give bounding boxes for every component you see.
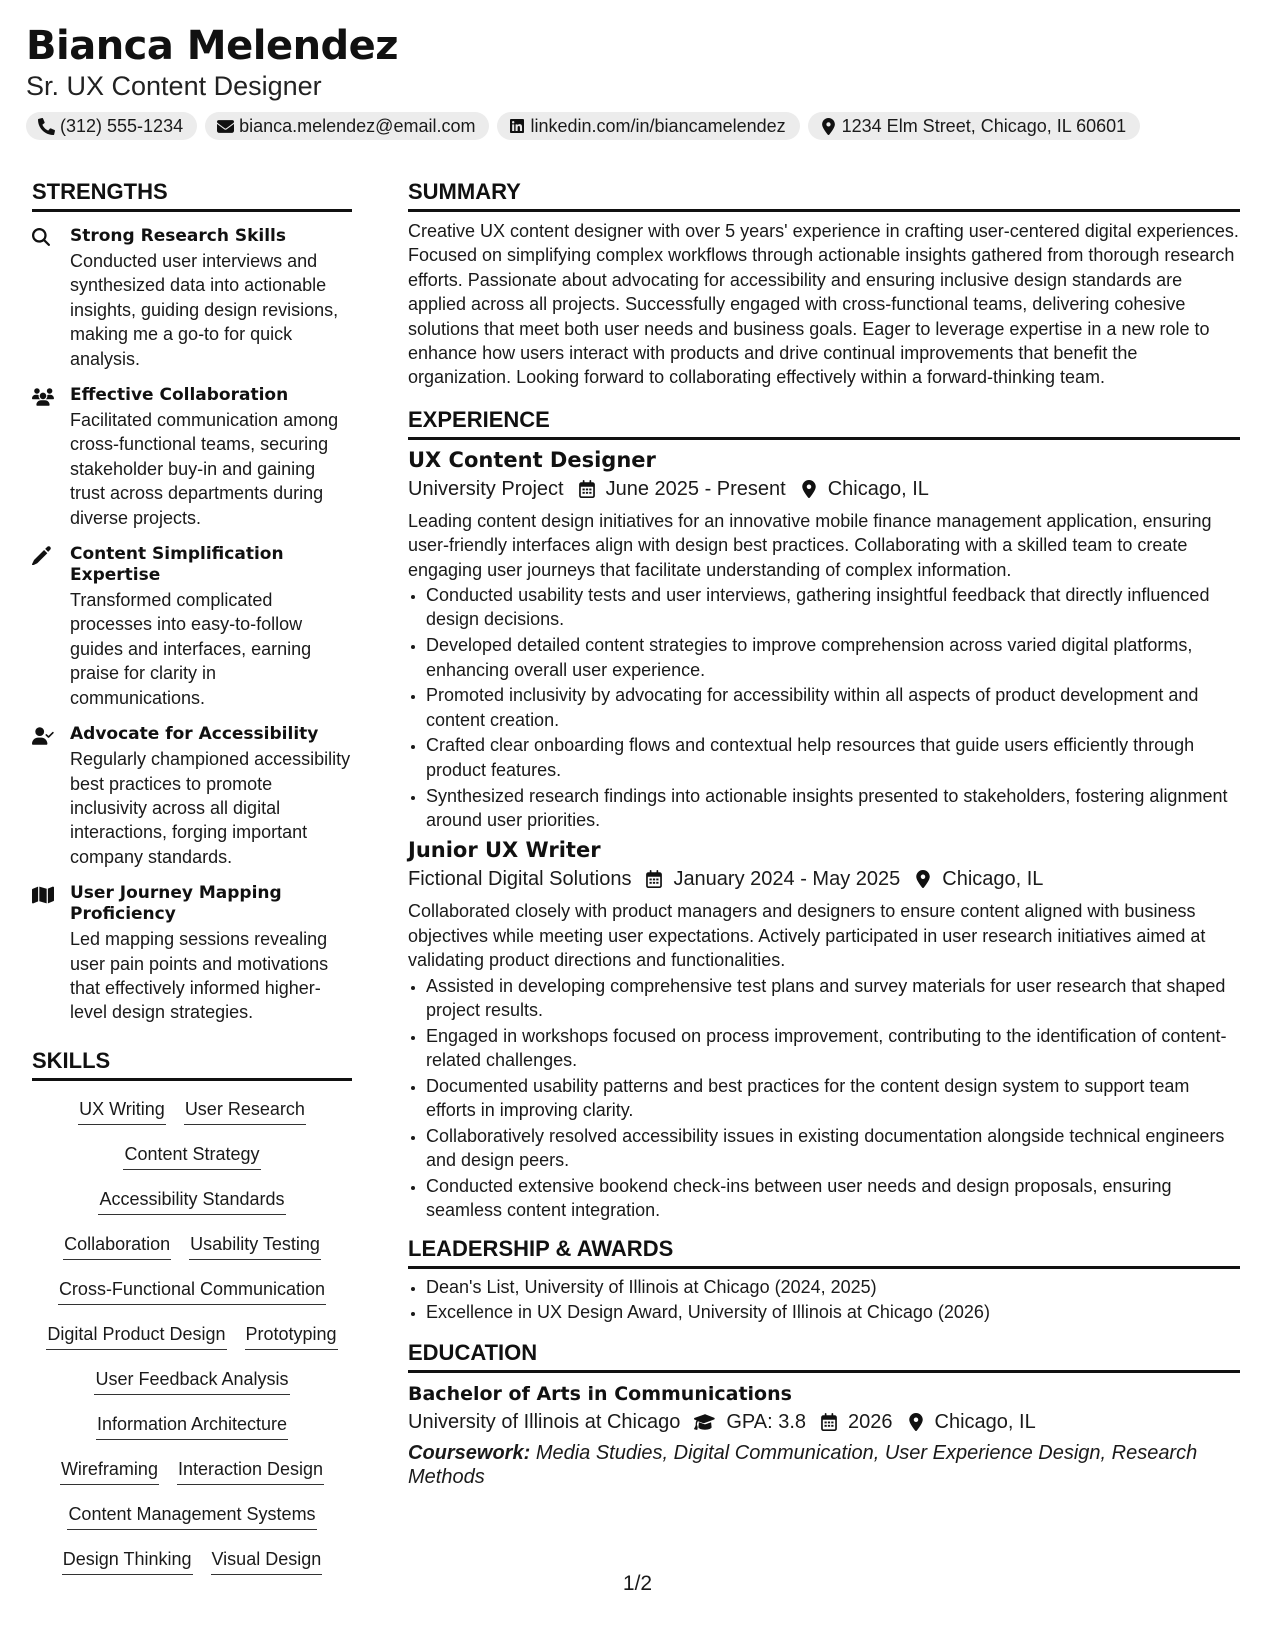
calendar-icon [578,480,596,498]
coursework-list: Media Studies, Digital Communication, User Experience Design, Research Methods [408,1441,1198,1488]
skill-row [32,1412,352,1457]
gpa: GPA: 3.8 [726,1410,807,1433]
email-text: bianca.melendez@email.com [239,115,476,136]
skill-row [32,1367,352,1412]
skill-tag: Usability Testing [189,1232,321,1260]
left-column [32,178,352,1592]
list-item: • Developed detailed content strategies to improve comprehension across varied digital platforms, enhancing overall user experience. [426,633,1240,682]
list-item: • Engaged in workshops focused on process improvement, contributing to the identification of content-related challenges. [426,1024,1240,1073]
job-dates: June 2025 - Present [605,477,786,500]
linkedin-text: linkedin.com/in/biancamelendez [530,115,786,136]
skill-tag: UX Writing [78,1097,166,1125]
skill-row [32,1097,352,1142]
skill-tag: Digital Product Design [46,1322,226,1350]
skill-tag: Content Strategy [123,1142,260,1170]
skill-row [32,1142,352,1187]
education-location: Chicago, IL [934,1410,1036,1433]
strength-desc: Facilitated communication among cross-functional teams, securing stakeholder buy-in and gaining trust across departments during diverse projects. [70,410,339,528]
awards-list [408,1275,1240,1325]
job-title: Junior UX Writer [408,838,601,863]
candidate-name: Bianca Melendez [26,23,399,69]
school-name: University of Illinois at Chicago [408,1410,681,1433]
job-meta [408,864,1240,894]
strength-item [32,883,352,1025]
phone-icon [38,118,55,135]
skill-row [32,1232,352,1277]
job-entry [408,836,1240,1222]
page-number [0,1572,1275,1596]
strength-title: Content Simplification Expertise [70,544,284,586]
job-company: Fictional Digital Solutions [408,868,632,891]
job-description: Leading content design initiatives for an innovative mobile finance management application, ensuring user-friendly interfaces align with design best practices. Collaborating with a skilled team to create engaging user journeys that facilitate understanding of complex information. [408,510,1212,580]
contact-email[interactable] [205,112,489,140]
skill-tag: Cross-Functional Communication [58,1277,326,1305]
skill-row [32,1277,352,1322]
pencil-icon [32,546,51,565]
skills-heading: SKILLS [32,1047,352,1081]
envelope-icon [217,118,234,135]
job-bullets [408,974,1240,1223]
skill-tag: Wireframing [60,1457,159,1485]
skill-row [32,1502,352,1547]
coursework [408,1441,1240,1489]
strength-item [32,385,352,530]
education-meta [408,1407,1240,1437]
skill-tag: Interaction Design [177,1457,324,1485]
strength-title: Advocate for Accessibility [70,724,319,745]
graduation-cap-icon [694,1413,716,1431]
summary-text: Creative UX content designer with over 5 years' experience in crafting user-centered digital experiences. Focused on simplifying complex workflows through actionable insights gathered from thorough research efforts. Passionate about advocating for accessibility and ensuring inclusive design standards are applied across all projects. Successfully engaged with cross-functional teams, delivering cohesive solutions that meet both user needs and business goals. Eager to leverage expertise in a new role to enhance how users interact with products and drive continual improvements that benefit the organization. Looking forward to collaborating effectively within a forward-thinking team. [408,221,1239,388]
leadership-heading: LEADERSHIP & AWARDS [408,1235,1240,1269]
strength-desc: Conducted user interviews and synthesized data into actionable insights, guiding design revisions, making me a go-to for quick analysis. [70,251,339,369]
strengths-heading: STRENGTHS [32,178,352,212]
list-item: • Excellence in UX Design Award, University of Illinois at Chicago (2026) [426,1300,1240,1324]
list-item: • Dean's List, University of Illinois at Chicago (2024, 2025) [426,1275,1240,1299]
skill-tag: Collaboration [63,1232,171,1260]
calendar-icon [820,1413,838,1431]
skill-tag: Information Architecture [96,1412,288,1440]
skill-row [32,1322,352,1367]
experience-heading: EXPERIENCE [408,406,1240,440]
list-item: • Documented usability patterns and best practices for the content design system to support team efforts in improving clarity. [426,1074,1240,1123]
strength-title: Effective Collaboration [70,385,289,406]
skill-row [32,1187,352,1232]
job-title: UX Content Designer [408,447,656,472]
candidate-title: Sr. UX Content Designer [26,71,322,101]
list-item: • Conducted extensive bookend check-ins between user needs and design proposals, ensuring seamless content integration. [426,1174,1240,1223]
skill-tag: Prototyping [245,1322,338,1350]
strength-desc: Regularly championed accessibility best practices to promote inclusivity across all digital interactions, forging important company standards. [70,749,351,867]
job-dates: January 2024 - May 2025 [673,868,901,891]
contact-address[interactable] [808,112,1141,140]
map-icon [32,885,54,905]
page-number-text: 1/2 [622,1572,653,1595]
location-pin-icon [800,480,818,498]
location-pin-icon [907,1413,925,1431]
coursework-label: Coursework: [408,1441,531,1464]
job-description: Collaborated closely with product managers and designers to ensure content aligned with business objectives while meeting user expectations. Actively participated in user research initiatives aimed at validating product directions and functionalities. [408,901,1206,971]
skill-tag: Visual Design [211,1547,323,1575]
job-location: Chicago, IL [942,868,1044,891]
list-item: • Crafted clear onboarding flows and contextual help resources that guide users efficiently through product features. [426,733,1240,782]
list-item: • Assisted in developing comprehensive test plans and survey materials for user research that shaped project results. [426,974,1240,1023]
strength-item [32,724,352,869]
phone-text: (312) 555-1234 [60,115,184,136]
calendar-icon [645,870,663,888]
strength-desc: Transformed complicated processes into easy-to-follow guides and interfaces, earning praise for clarity in communications. [70,590,312,708]
job-bullets [408,583,1240,832]
location-pin-icon [914,870,932,888]
location-pin-icon [820,118,837,135]
job-location: Chicago, IL [827,477,929,500]
strength-title: Strong Research Skills [70,226,286,246]
skill-tag: Content Management Systems [67,1502,316,1530]
list-item: • Conducted usability tests and user interviews, gathering insightful feedback that directly influenced design decisions. [426,583,1240,632]
users-icon [32,387,54,407]
list-item: • Synthesized research findings into actionable insights presented to stakeholders, fostering alignment around user priorities. [426,784,1240,833]
skill-tag: Accessibility Standards [98,1187,285,1215]
address-text: 1234 Elm Street, Chicago, IL 60601 [841,115,1127,136]
skill-tag: Design Thinking [62,1547,193,1575]
search-icon [32,228,50,246]
degree-title: Bachelor of Arts in Communications [408,1382,792,1405]
strength-desc: Led mapping sessions revealing user pain points and motivations that effectively informed higher-level design strategies. [70,929,329,1023]
resume-header [26,22,1245,140]
summary-heading: SUMMARY [408,178,1240,212]
list-item: • Promoted inclusivity by advocating for accessibility within all aspects of product development and content creation. [426,683,1240,732]
user-check-icon [32,726,54,746]
skills-list [32,1097,352,1592]
job-entry [408,446,1240,832]
list-item: • Collaboratively resolved accessibility issues in existing documentation alongside technical engineers and design peers. [426,1124,1240,1173]
contact-linkedin[interactable] [497,112,799,140]
job-meta [408,474,1240,504]
skill-row [32,1457,352,1502]
strength-title: User Journey Mapping Proficiency [70,883,282,925]
strength-item [32,544,352,710]
skill-tag: User Feedback Analysis [94,1367,289,1395]
right-column [408,178,1240,1489]
strength-item [32,226,352,371]
graduation-year: 2026 [848,1410,893,1433]
contact-phone[interactable] [26,112,197,140]
linkedin-icon [509,118,525,134]
contact-bar [26,112,1245,140]
job-company: University Project [408,477,564,500]
skill-tag: User Research [184,1097,306,1125]
education-heading: EDUCATION [408,1339,1240,1373]
